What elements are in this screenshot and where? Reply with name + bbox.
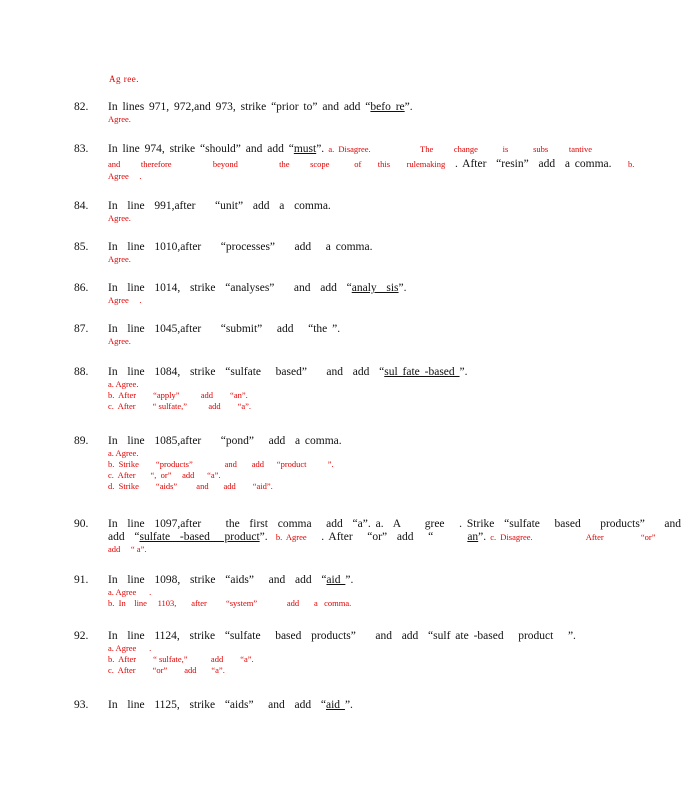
response-note: a. Agree.	[108, 379, 139, 389]
item-text: In line 1014, strike “analyses” and add “analy sis”.	[108, 282, 407, 294]
item-number: 92.	[74, 630, 89, 642]
response-note: Agree.	[108, 213, 131, 223]
item-number: 83.	[74, 143, 89, 155]
item-text: In line 1125, strike “aids” and add “aid ”.	[108, 699, 353, 711]
item-text: In line 1124, strike “sulfate based products” and add “sulf ate -based product ”.	[108, 630, 576, 642]
item-number: 86.	[74, 282, 89, 294]
response-note: b. After “ sulfate,” add “a”.	[108, 654, 254, 664]
response-note: c. After “ sulfate,” add “a”.	[108, 401, 252, 411]
response-note: c. After “, or” add “a”.	[108, 470, 221, 480]
item-text: In line 974, strike “should” and add “must”. a. Disagree. The change is subs tantive	[108, 143, 592, 155]
response-note: b. In line 1103, after “system” add a comma.	[108, 598, 352, 608]
response-note: c. After “or” add “a”.	[108, 665, 225, 675]
response-note: d. Strike “aids” and add “aid”.	[108, 481, 273, 491]
item-number: 89.	[74, 435, 89, 447]
response-note: add “ a”.	[108, 544, 147, 554]
response-note: Agree .	[108, 171, 142, 181]
response-note: Agree.	[108, 336, 131, 346]
item-text-line2: add “sulfate -based product”. b. Agree . After “or” add “ an”. c. Disagree. After “or”	[108, 531, 656, 543]
response-note: a. Agree .	[108, 643, 152, 653]
item-text: In lines 971, 972,and 973, strike “prior to” and add “befo re”.	[108, 101, 413, 113]
item-number: 87.	[74, 323, 89, 335]
item-number: 85.	[74, 241, 89, 253]
item-text: In line 1010,after “processes” add a comma.	[108, 241, 373, 253]
response-note: Agree .	[108, 295, 142, 305]
item-number: 88.	[74, 366, 89, 378]
response-note: b. After “apply” add “an”.	[108, 390, 248, 400]
item-text: In line 1097,after the first comma add “a”. a. A gree . Strike “sulfate based products” and	[108, 518, 681, 530]
response-note: Agree.	[108, 254, 131, 264]
item-number: 90.	[74, 518, 89, 530]
response-note: Agree.	[108, 114, 131, 124]
item-number: 82.	[74, 101, 89, 113]
response-note: a. Agree .	[108, 587, 152, 597]
item-text: In line 1098, strike “aids” and add “aid ”.	[108, 574, 354, 586]
item-text-line2: and therefore beyond the scope of this rulemaking . After “resin” add a comma. b.	[108, 158, 635, 170]
response-note: b. Strike “products” and add “product ”.	[108, 459, 334, 469]
item-text: In line 1045,after “submit” add “the ”.	[108, 323, 341, 335]
item-number: 91.	[74, 574, 89, 586]
item-number: 93.	[74, 699, 89, 711]
response-note: a. Agree.	[108, 448, 139, 458]
item-text: In line 1084, strike “sulfate based” and add “sul fate -based ”.	[108, 366, 468, 378]
item-number: 84.	[74, 200, 89, 212]
item-text: In line 1085,after “pond” add a comma.	[108, 435, 342, 447]
item-text: In line 991,after “unit” add a comma.	[108, 200, 331, 212]
top-note: Ag ree.	[109, 74, 139, 84]
